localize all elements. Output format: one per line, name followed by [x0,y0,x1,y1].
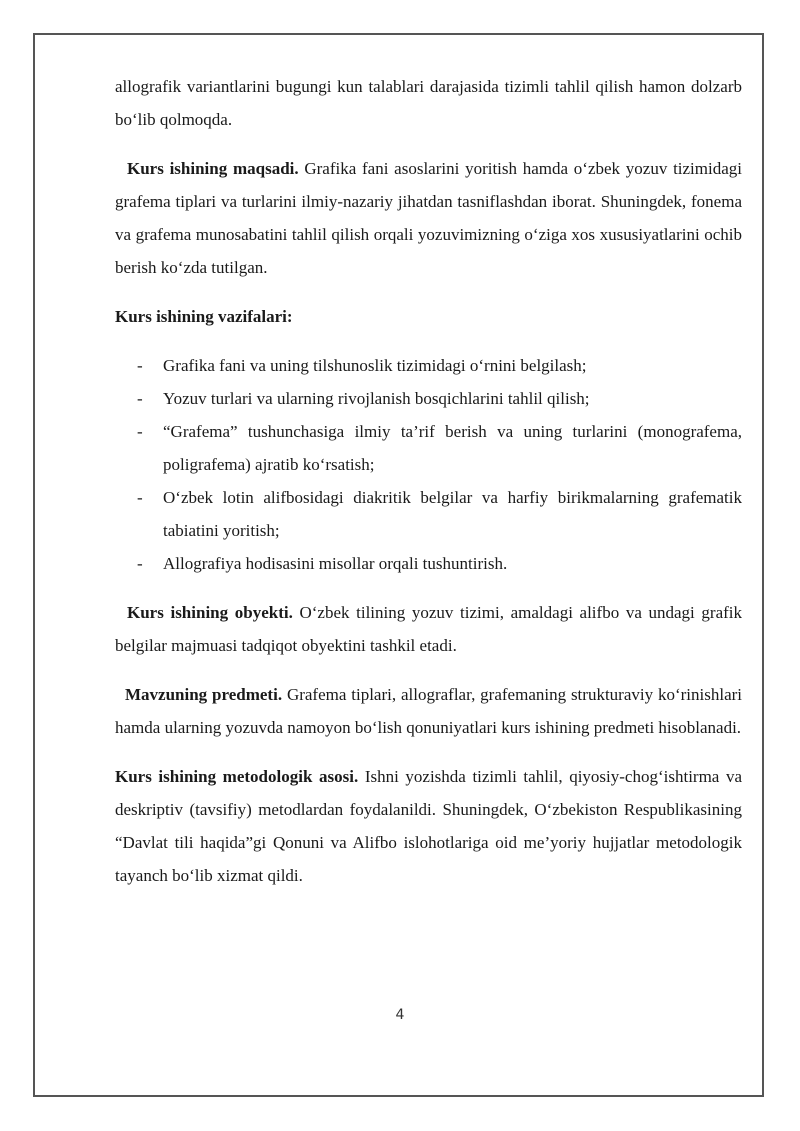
list-item [115,349,742,382]
object-paragraph [115,596,742,662]
goal-paragraph [115,152,742,284]
list-dash: - [137,356,143,375]
intro-text: allografik variantlarini bugungi kun talablari darajasida tizimli tahlil qilish hamon dolzarb bo‘lib qolmoqda. [115,77,742,129]
list-item [115,382,742,415]
list-item-text: Yozuv turlari va ularning rivojlanish bosqichlarini tahlil qilish; [163,389,590,408]
list-item-text: Grafika fani va uning tilshunoslik tizimidagi o‘rnini belgilash; [163,356,587,375]
list-dash: - [137,389,143,408]
list-item [115,415,742,481]
subject-paragraph [115,678,742,744]
intro-paragraph [115,70,742,136]
tasks-heading: Kurs ishining vazifalari: [115,307,293,326]
methodology-heading: Kurs ishining metodologik asosi. [115,767,359,786]
page-number: 4 [395,1007,405,1023]
goal-heading: Kurs ishining maqsadi. [127,159,299,178]
list-dash: - [137,554,143,573]
object-heading: Kurs ishining obyekti. [127,603,293,622]
object-text: O‘zbek tilining yozuv tizimi, amaldagi alifbo va undagi grafik belgilar majmuasi tadqiqot obyektini tashkil etadi. [115,603,742,655]
methodology-paragraph [115,760,742,892]
subject-text: Grafema tiplari, allograflar, grafemaning strukturaviy ko‘rinishlari hamda ularning yozuvda namoyon bo‘lish qonuniyatlari kurs ishining predmeti hisoblanadi. [115,685,742,737]
list-dash: - [137,488,143,507]
tasks-list [115,349,742,580]
methodology-text: Ishni yozishda tizimli tahlil, qiyosiy-chog‘ishtirma va deskriptiv (tavsifiy) metodlardan foydalanildi. Shuningdek, O‘zbekiston Respublikasining “Davlat tili haqida”gi Qonuni va Alifbo islohotlariga oid me’yoriy hujjatlar metodologik tayanch bo‘lib xizmat qildi. [115,767,742,885]
goal-text: Grafika fani asoslarini yoritish hamda o‘zbek yozuv tizimidagi grafema tiplari va turlarini ilmiy-nazariy jihatdan tasniflashdan iborat. Shuningdek, fonema va grafema munosabatini tahlil qilish orqali yozuvimizning o‘ziga xos xususiyatlarini ochib berish ko‘zda tutilgan. [115,159,742,277]
list-item [115,481,742,547]
list-dash: - [137,422,143,441]
list-item-text: O‘zbek lotin alifbosidagi diakritik belgilar va harfiy birikmalarning grafematik tabiatini yoritish; [163,488,742,540]
page-content [115,70,742,892]
list-item-text: “Grafema” tushunchasiga ilmiy ta’rif berish va uning turlarini (monografema, poligrafema) ajratib ko‘rsatish; [163,422,742,474]
subject-heading: Mavzuning predmeti. [125,685,283,704]
list-item [115,547,742,580]
list-item-text: Allografiya hodisasini misollar orqali tushuntirish. [163,554,508,573]
